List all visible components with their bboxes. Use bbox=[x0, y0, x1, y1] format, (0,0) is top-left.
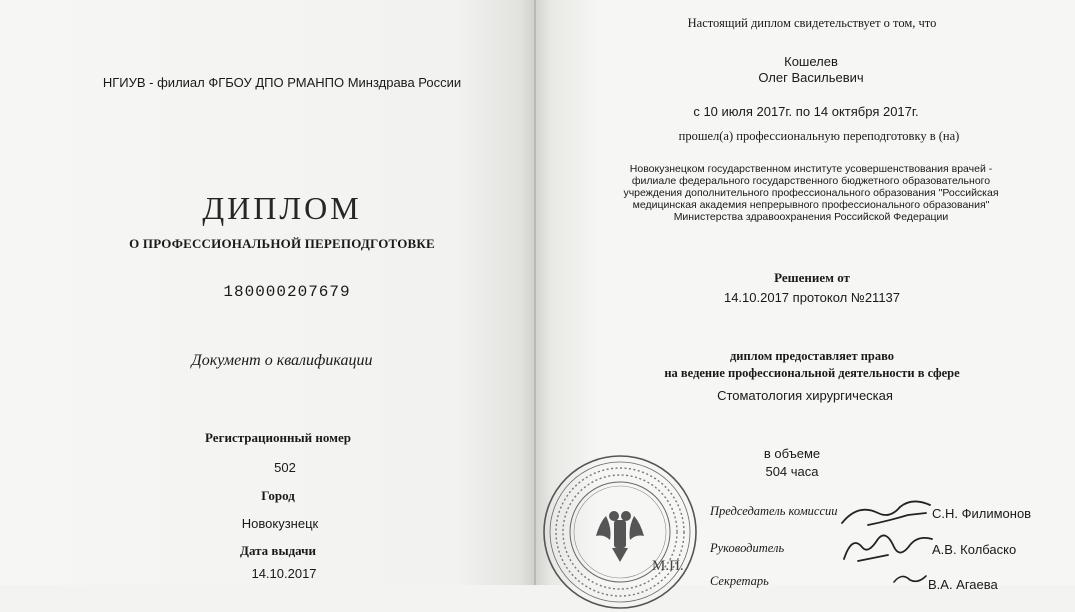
registration-number: 502 bbox=[274, 460, 296, 475]
volume-label: в объеме bbox=[763, 446, 821, 461]
specialty: Стоматология хирургическая bbox=[717, 388, 893, 403]
official-seal-stamp bbox=[540, 452, 700, 612]
signature-name-head: А.В. Колбаско bbox=[932, 542, 1017, 557]
holder-given-names: Олег Васильевич bbox=[758, 70, 864, 85]
city-label: Город bbox=[261, 488, 295, 503]
registration-number-label: Регистрационный номер bbox=[205, 430, 351, 445]
city-name: Новокузнецк bbox=[241, 516, 319, 531]
institution-line: филиале федерального государственного бюджетного образовательного bbox=[631, 175, 991, 187]
handwritten-signature-secretary bbox=[890, 570, 930, 585]
diploma-title: ДИПЛОМ bbox=[202, 190, 362, 226]
certifies-statement: Настоящий диплом свидетельствует о том, что bbox=[687, 16, 937, 30]
volume-hours: 504 часа bbox=[765, 464, 819, 479]
signature-name-chair: С.Н. Филимонов bbox=[932, 506, 1032, 521]
issue-date-label: Дата выдачи bbox=[240, 543, 316, 558]
diploma-subtitle: О ПРОФЕССИОНАЛЬНОЙ ПЕРЕПОДГОТОВКЕ bbox=[129, 236, 435, 251]
seal-mark: М.П. bbox=[652, 558, 684, 574]
completed-statement: прошел(а) профессиональную переподготовку в (на) bbox=[678, 129, 960, 143]
issue-date: 14.10.2017 bbox=[251, 566, 317, 581]
issuer-name: НГИУВ - филиал ФГБОУ ДПО РМАНПО Минздрава России bbox=[102, 75, 462, 90]
institution-line: Министерства здравоохранения Российской Федерации bbox=[673, 211, 949, 223]
document-type: Документ о квалификации bbox=[191, 352, 373, 369]
grants-right-line-2: на ведение профессиональной деятельности в сфере bbox=[664, 366, 960, 380]
serial-number: 180000207679 bbox=[223, 283, 351, 301]
institution-line: Новокузнецком государственном институте усовершенствования врачей - bbox=[629, 163, 993, 175]
institution-line: медицинская академия непрерывного профессионального образования" bbox=[632, 199, 990, 211]
grants-right-line-1: диплом предоставляет право bbox=[729, 349, 895, 363]
diploma-left-page bbox=[0, 0, 536, 585]
institution-line: учреждения дополнительного профессионального образования "Российская bbox=[623, 187, 999, 199]
training-period: с 10 июля 2017г. по 14 октября 2017г. bbox=[693, 104, 919, 119]
signature-role-head: Руководитель bbox=[710, 541, 785, 555]
decision-label: Решением от bbox=[774, 270, 850, 285]
decision-details: 14.10.2017 протокол №21137 bbox=[723, 290, 901, 305]
institution-name bbox=[596, 163, 1026, 223]
handwritten-signature-head bbox=[838, 525, 938, 565]
holder-surname: Кошелев bbox=[784, 54, 838, 69]
signature-role-secretary: Секретарь bbox=[710, 574, 769, 588]
signature-name-secretary: В.А. Агаева bbox=[928, 577, 998, 592]
signature-role-chair: Председатель комиссии bbox=[710, 504, 838, 518]
